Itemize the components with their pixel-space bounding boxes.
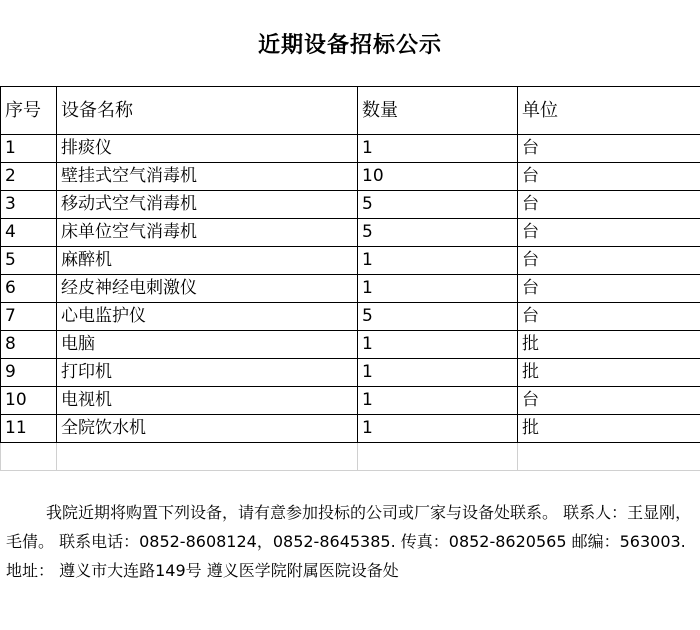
cell-equipment-name: 打印机 xyxy=(57,359,358,387)
cell-index: 7 xyxy=(1,303,57,331)
table-row xyxy=(1,135,700,163)
cell-unit: 台 xyxy=(518,275,700,303)
cell-unit: 台 xyxy=(518,191,700,219)
cell-index: 2 xyxy=(1,163,57,191)
cell-empty xyxy=(358,443,518,471)
cell-unit: 台 xyxy=(518,135,700,163)
cell-unit: 台 xyxy=(518,387,700,415)
cell-unit: 批 xyxy=(518,359,700,387)
notice-text: 我院近期将购置下列设备，请有意参加投标的公司或厂家与设备处联系。 联系人：王显刚，毛倩。 联系电话：0852-8608124，0852-8645385. 传真：0852-8620565 邮编：563003. 地址： 遵义市大连路149号 遵义医学院附属医院设备处 xyxy=(6,503,692,580)
cell-unit: 台 xyxy=(518,163,700,191)
table-row xyxy=(1,163,700,191)
cell-empty xyxy=(1,443,57,471)
cell-unit: 台 xyxy=(518,247,700,275)
cell-equipment-name: 全院饮水机 xyxy=(57,415,358,443)
table-row xyxy=(1,359,700,387)
cell-quantity: 1 xyxy=(358,359,518,387)
equipment-table xyxy=(0,86,700,471)
cell-quantity: 5 xyxy=(358,219,518,247)
page-title: 近期设备招标公示 xyxy=(257,33,442,58)
cell-index: 6 xyxy=(1,275,57,303)
cell-equipment-name: 壁挂式空气消毒机 xyxy=(57,163,358,191)
header-unit: 单位 xyxy=(518,87,700,135)
cell-index: 8 xyxy=(1,331,57,359)
cell-quantity: 1 xyxy=(358,387,518,415)
cell-quantity: 1 xyxy=(358,247,518,275)
cell-quantity: 5 xyxy=(358,303,518,331)
cell-index: 1 xyxy=(1,135,57,163)
cell-quantity: 1 xyxy=(358,331,518,359)
cell-equipment-name: 移动式空气消毒机 xyxy=(57,191,358,219)
table-header-row xyxy=(1,87,700,135)
cell-index: 11 xyxy=(1,415,57,443)
table-row xyxy=(1,247,700,275)
cell-equipment-name: 经皮神经电刺激仪 xyxy=(57,275,358,303)
cell-index: 5 xyxy=(1,247,57,275)
table-row xyxy=(1,331,700,359)
header-equipment-name: 设备名称 xyxy=(57,87,358,135)
table-row xyxy=(1,219,700,247)
cell-empty xyxy=(518,443,700,471)
cell-unit: 批 xyxy=(518,331,700,359)
cell-unit: 台 xyxy=(518,303,700,331)
cell-unit: 台 xyxy=(518,219,700,247)
table-row xyxy=(1,303,700,331)
cell-unit: 批 xyxy=(518,415,700,443)
cell-quantity: 5 xyxy=(358,191,518,219)
cell-equipment-name: 电视机 xyxy=(57,387,358,415)
table-row-empty xyxy=(1,443,700,471)
table-row xyxy=(1,191,700,219)
cell-empty xyxy=(57,443,358,471)
cell-quantity: 10 xyxy=(358,163,518,191)
header-index: 序号 xyxy=(1,87,57,135)
cell-index: 9 xyxy=(1,359,57,387)
cell-quantity: 1 xyxy=(358,135,518,163)
cell-equipment-name: 电脑 xyxy=(57,331,358,359)
cell-equipment-name: 床单位空气消毒机 xyxy=(57,219,358,247)
cell-equipment-name: 麻醉机 xyxy=(57,247,358,275)
table-row xyxy=(1,387,700,415)
cell-equipment-name: 排痰仪 xyxy=(57,135,358,163)
cell-quantity: 1 xyxy=(358,275,518,303)
cell-index: 4 xyxy=(1,219,57,247)
cell-equipment-name: 心电监护仪 xyxy=(57,303,358,331)
cell-index: 3 xyxy=(1,191,57,219)
header-quantity: 数量 xyxy=(358,87,518,135)
cell-index: 10 xyxy=(1,387,57,415)
cell-quantity: 1 xyxy=(358,415,518,443)
table-row xyxy=(1,415,700,443)
table-row xyxy=(1,275,700,303)
